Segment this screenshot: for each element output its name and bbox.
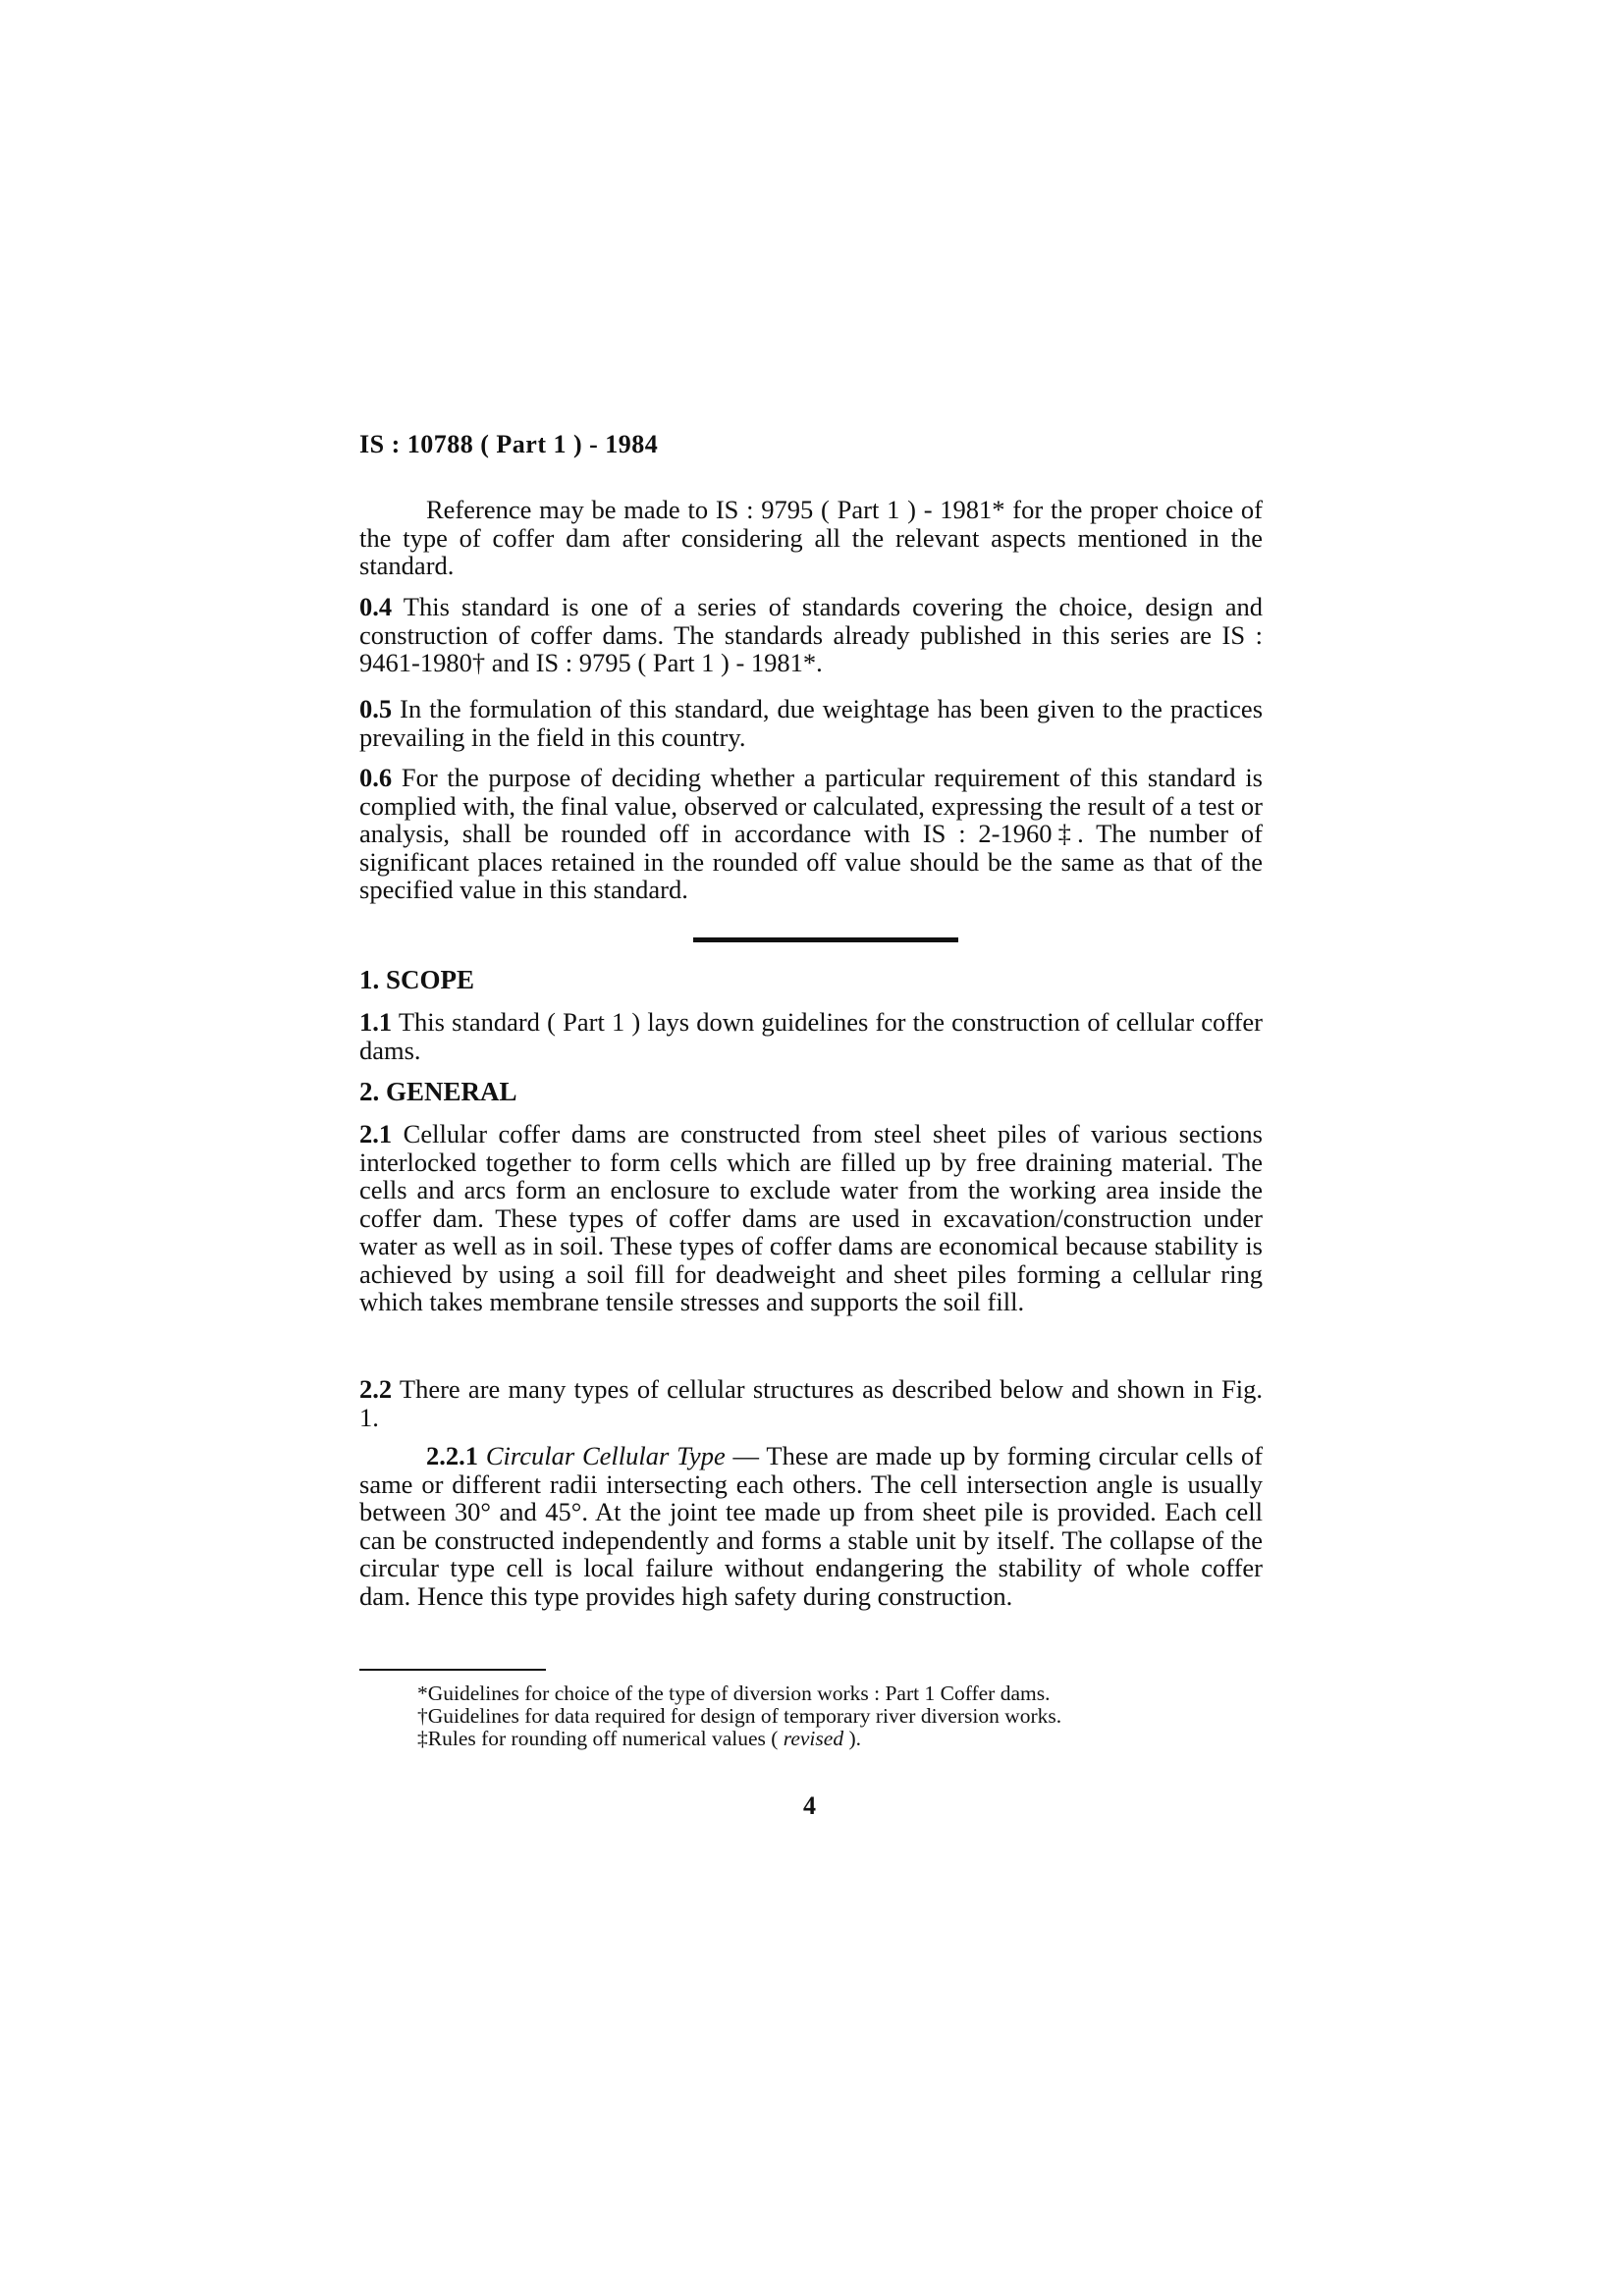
footnote-divider — [359, 1669, 546, 1671]
clause-number: 0.5 — [359, 694, 393, 723]
clause-number: 2.1 — [359, 1119, 393, 1148]
clause-0-4 — [359, 593, 1263, 677]
general-heading: 2. GENERAL — [359, 1077, 517, 1106]
scope-section — [359, 965, 1263, 995]
page-number: 4 — [803, 1791, 816, 1820]
clause-2-2-1 — [359, 1442, 1263, 1610]
footnote-double-dagger: ‡Rules for rounding off numerical values ( revised ). — [417, 1727, 861, 1750]
footnotes — [417, 1682, 1262, 1750]
clause-number: 0.4 — [359, 592, 393, 621]
clause-2-2 — [359, 1375, 1263, 1431]
clause-text: — These are made up by forming circular cells of same or different radii intersecting each others. The cell intersection angle is usually between 30° and 45°. At the joint tee made up from sheet pile is provided. Each cell can be constructed independently and forms a stable unit by itself. The collapse of the circular type cell is local failure without endangering the stability of whole coffer dam. Hence this type provides high safety during construction. — [359, 1441, 1264, 1611]
clause-text: There are many types of cellular structures as described below and shown in Fig. 1. — [359, 1374, 1263, 1432]
intro-block — [359, 496, 1263, 580]
clause-title: Circular Cellular Type — [485, 1441, 726, 1470]
clause-2-1 — [359, 1120, 1263, 1316]
clause-text: This standard ( Part 1 ) lays down guidelines for the construction of cellular coffer dams. — [359, 1007, 1263, 1065]
clause-text: This standard is one of a series of standards covering the choice, design and construction of coffer dams. The standards already published in this series are IS : 9461-1980† and IS : 9795 ( Part 1 ) - 1981*. — [359, 592, 1263, 677]
section-divider — [693, 937, 958, 942]
standard-id: IS : 10788 ( Part 1 ) - 1984 — [359, 430, 659, 458]
general-section — [359, 1077, 1263, 1107]
scope-heading: 1. SCOPE — [359, 965, 475, 994]
clause-number: 2.2 — [359, 1374, 393, 1404]
reference-paragraph: Reference may be made to IS : 9795 ( Part 1 ) - 1981* for the proper choice of the type of coffer dam after considering all the relevant aspects mentioned in the standard. — [359, 495, 1263, 580]
footnote-star: *Guidelines for choice of the type of diversion works : Part 1 Coffer dams. — [417, 1682, 1051, 1705]
clause-number: 1.1 — [359, 1007, 393, 1037]
clause-text: For the purpose of deciding whether a particular requirement of this standard is complied with, the final value, observed or calculated, expressing the result of a test or analysis, shall be rounded off in accordance with IS : 2-1960‡. The number of significant places retained in the rounded off value should be the same as that of the specified value in this standard. — [359, 763, 1264, 904]
clause-text: In the formulation of this standard, due weightage has been given to the practices prevailing in the field in this country. — [359, 694, 1264, 752]
footnote-dagger: †Guidelines for data required for design of temporary river diversion works. — [417, 1704, 1062, 1728]
clause-0-6 — [359, 764, 1263, 904]
clause-0-5 — [359, 695, 1263, 751]
clause-1-1 — [359, 1008, 1263, 1064]
clause-text: Cellular coffer dams are constructed from steel sheet piles of various sections interlocked together to form cells which are filled up by free draining material. The cells and arcs form an enclosure to exclude water from the working area inside the coffer dam. These types of coffer dams are used in excavation/construction under water as well as in soil. These types of coffer dams are economical because stability is achieved by using a soil fill for deadweight and sheet piles forming a cellular ring which takes membrane tensile stresses and supports the soil fill. — [359, 1119, 1263, 1316]
clause-number: 0.6 — [359, 763, 393, 792]
clause-number: 2.2.1 — [426, 1441, 478, 1470]
